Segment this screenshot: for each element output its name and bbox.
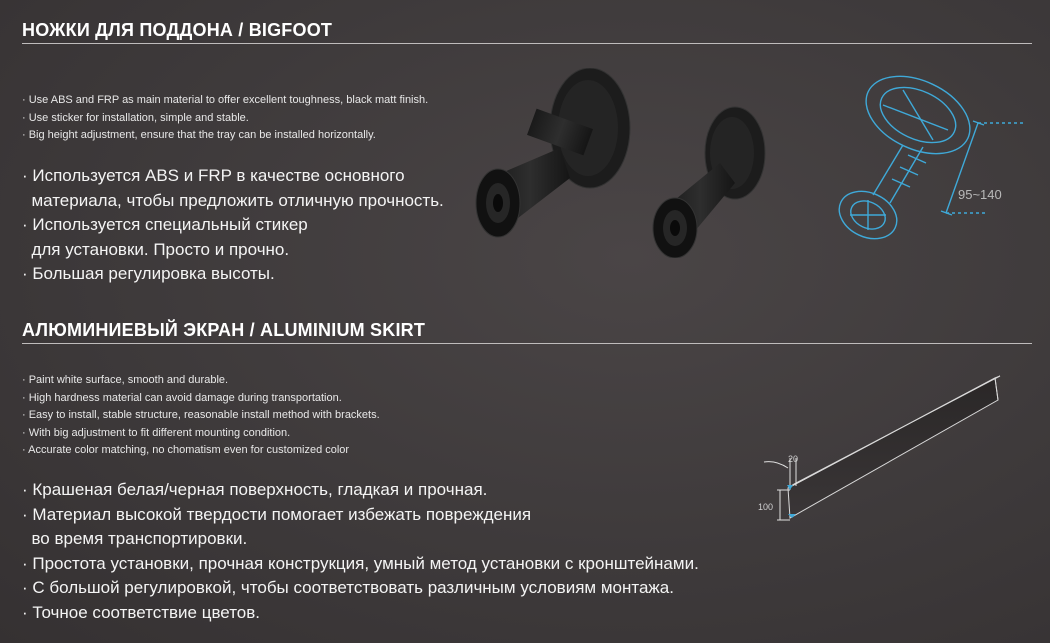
skirt-dim-side: 100 <box>758 502 774 512</box>
skirt-title-divider <box>22 343 1032 344</box>
bigfoot-product-photo <box>460 68 810 258</box>
feature-item: · Большая регулировка высоты. <box>22 264 275 283</box>
feature-item: · Paint white surface, smooth and durable. <box>22 374 229 386</box>
skirt-dim-top: 20 <box>788 454 799 464</box>
feature-item: · Используется ABS и FRP в качестве основного <box>22 166 405 185</box>
feature-item: во время транспортировки. <box>22 529 248 548</box>
feature-item: · High hardness material can avoid damage during transportation. <box>22 391 342 404</box>
feature-item: · Big height adjustment, ensure that the tray can be installed horizontally. <box>22 129 376 141</box>
feature-item: · Используется специальный стикер <box>22 215 308 234</box>
skirt-section-title: АЛЮМИНИЕВЫЙ ЭКРАН / ALUMINIUM SKIRT <box>22 320 426 340</box>
dimension-label: 95~140 <box>958 187 1002 202</box>
bigfoot-russian-features <box>22 164 444 287</box>
feature-item: · Материал высокой твердости помогает избежать повреждения <box>22 504 532 524</box>
skirt-technical-drawing <box>750 370 1005 535</box>
feature-item: · Точное соответствие цветов. <box>22 602 260 622</box>
bigfoot-english-features <box>22 92 428 145</box>
feature-item: для установки. Просто и прочно. <box>22 239 290 259</box>
skirt-english-features <box>22 372 380 460</box>
feature-item: · С большой регулировкой, чтобы соответствовать различным условиям монтажа. <box>22 578 674 597</box>
foot-left-icon <box>476 68 630 237</box>
feature-item: · With big adjustment to fit different mounting condition. <box>22 426 291 439</box>
skirt-russian-features <box>22 478 699 625</box>
bigfoot-section-title: НОЖКИ ДЛЯ ПОДДОНА / BIGFOOT <box>22 20 333 40</box>
feature-item: материала, чтобы предложить отличную прочность. <box>22 190 444 210</box>
feature-item: · Use ABS and FRP as main material to offer excellent toughness, black matt finish. <box>22 94 429 106</box>
feature-item: · Крашеная белая/черная поверхность, гладкая и прочная. <box>22 480 488 499</box>
foot-right-icon <box>653 107 765 258</box>
feature-item: · Use sticker for installation, simple and stable. <box>22 111 249 124</box>
bigfoot-title-divider <box>22 43 1032 44</box>
bigfoot-technical-drawing <box>828 75 1028 250</box>
feature-item: · Accurate color matching, no chomatism even for customized color <box>22 444 350 456</box>
feature-item: · Easy to install, stable structure, reasonable install method with brackets. <box>22 409 380 421</box>
feature-item: · Простота установки, прочная конструкция, умный метод установки с кронштейнами. <box>22 553 699 573</box>
